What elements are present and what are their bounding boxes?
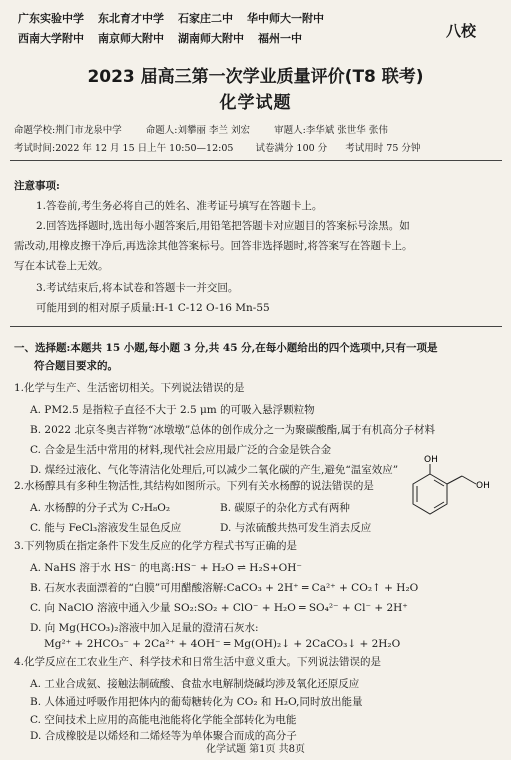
full-score: 试卷满分 100 分 <box>255 143 328 154</box>
oh-label: OH <box>476 481 490 491</box>
school-name: 石家庄二中 <box>178 12 233 25</box>
exam-time: 考试时间:2022 年 12 月 15 日上午 10:50—12:05 <box>14 143 234 154</box>
exam-title: 2023 届高三第一次学业质量评价(T8 联考) <box>87 67 424 87</box>
divider <box>10 160 502 161</box>
option-b: B. 2022 北京冬奥吉祥物“冰墩墩”总体的创作成分之一为聚碳酸酯,属于有机高分子材料 <box>30 424 436 436</box>
notice-item-2-cont: 需改动,用橡皮擦干净后,再选涂其他答案标号。回答非选择题时,将答案写在答题卡上。 <box>14 240 413 252</box>
option-d: D. 合成橡胶是以烯烃和二烯烃等为单体聚合而成的高分子 <box>30 730 297 742</box>
meta-line-1 <box>14 122 388 136</box>
school-name: 福州一中 <box>258 32 302 45</box>
option-b: B. 人体通过呼吸作用把体内的葡萄糖转化为 CO₂ 和 H₂O,同时放出能量 <box>30 696 363 708</box>
section-heading: 一、选择题:本题共 15 小题,每小题 3 分,共 45 分,在每小题给出的四个选项中,只有一项是 <box>14 342 438 354</box>
notice-heading: 注意事项: <box>14 180 60 192</box>
ch2-bond <box>447 476 462 484</box>
atomic-mass-line: 可能用到的相对原子质量:H-1 C-12 O-16 Mn-55 <box>36 302 270 314</box>
divider <box>10 326 502 327</box>
option-b: B. 碳原子的杂化方式有两种 <box>220 502 350 514</box>
school-name: 西南大学附中 <box>18 32 84 45</box>
subject-title: 化学试题 <box>219 93 292 113</box>
question-stem: 2.水杨醇具有多种生物活性,其结构如图所示。下列有关水杨醇的说法错误的是 <box>14 480 374 492</box>
question-stem: 3.下列物质在指定条件下发生反应的化学方程式书写正确的是 <box>14 540 298 552</box>
school-name: 东北育才中学 <box>98 12 164 25</box>
salicyl-alcohol-structure <box>400 452 500 532</box>
school-list <box>18 8 438 48</box>
option-b: B. 石灰水表面漂着的“白膜”可用醋酸溶解:CaCO₃ + 2H⁺ ═ Ca²⁺ + CO₂↑ + H₂O <box>30 582 419 594</box>
school-name: 广东实验中学 <box>18 12 84 25</box>
question-school: 命题学校:荆门市龙泉中学 <box>14 125 122 136</box>
notice-item-3: 3.考试结束后,将本试卷和答题卡一并交回。 <box>36 282 239 294</box>
school-name: 南京师大附中 <box>98 32 164 45</box>
question-authors: 命题人:刘攀丽 李兰 刘宏 <box>145 125 251 136</box>
option-d: D. 与浓硫酸共热可发生消去反应 <box>220 522 372 534</box>
option-a: A. PM2.5 是指粒子直径不大于 2.5 μm 的可吸入悬浮颗粒物 <box>30 404 315 416</box>
option-a: A. NaHS 溶于水 HS⁻ 的电离:HS⁻ + H₂O ⇌ H₂S+OH⁻ <box>30 562 302 574</box>
option-a: A. 工业合成氨、接触法制硫酸、食盐水电解制烧碱均涉及氧化还原反应 <box>30 678 360 690</box>
school-row-1 <box>18 8 438 28</box>
notice-item-2: 2.回答选择题时,选出每小题答案后,用铅笔把答题卡对应题目的答案标号涂黑。如 <box>36 220 410 232</box>
notice-item-1: 1.答卷前,考生务必将自己的姓名、准考证号填写在答题卡上。 <box>36 200 323 212</box>
oh-label: OH <box>424 455 438 465</box>
oh-bond <box>462 476 476 484</box>
school-name: 华中师大一附中 <box>247 12 324 25</box>
option-c: C. 空间技术上应用的高能电池能将化学能全部转化为电能 <box>30 714 297 726</box>
school-name: 湖南师大附中 <box>178 32 244 45</box>
option-a: A. 水杨醇的分子式为 C₇H₈O₂ <box>30 502 171 514</box>
question-stem: 4.化学反应在工农业生产、科学技术和日常生活中意义重大。下列说法错误的是 <box>14 656 382 668</box>
option-c: C. 能与 FeCl₃溶液发生显色反应 <box>30 522 182 534</box>
duration: 考试用时 75 分钟 <box>345 143 421 154</box>
option-c: C. 合金是生活中常用的材料,现代社会应用最广泛的合金是铁合金 <box>30 444 332 456</box>
meta-line-2 <box>14 140 420 154</box>
option-d-equation: Mg²⁺ + 2HCO₃⁻ + 2Ca²⁺ + 4OH⁻ ═ Mg(OH)₂↓ + 2CaCO₃↓ + 2H₂O <box>44 638 401 650</box>
group-label: 八校 <box>446 22 477 40</box>
reviewers: 审题人:李华斌 张世华 张伟 <box>274 125 388 136</box>
option-c: C. 向 NaClO 溶液中通入少量 SO₂:SO₂ + ClO⁻ + H₂O ═ SO₄²⁻ + Cl⁻ + 2H⁺ <box>30 602 408 614</box>
notice-item-2-cont: 写在本试卷上无效。 <box>14 260 109 272</box>
section-heading-cont: 符合题目要求的。 <box>34 360 118 372</box>
option-d: D. 煤经过液化、气化等清洁化处理后,可以减少二氧化碳的产生,避免“温室效应” <box>30 464 399 476</box>
option-d: D. 向 Mg(HCO₃)₂溶液中加入足量的澄清石灰水: <box>30 622 259 634</box>
page-footer: 化学试题 第1页 共8页 <box>205 744 306 755</box>
school-row-2 <box>18 28 438 48</box>
question-stem: 1.化学与生产、生活密切相关。下列说法错误的是 <box>14 382 245 394</box>
benzene-ring <box>413 474 447 514</box>
